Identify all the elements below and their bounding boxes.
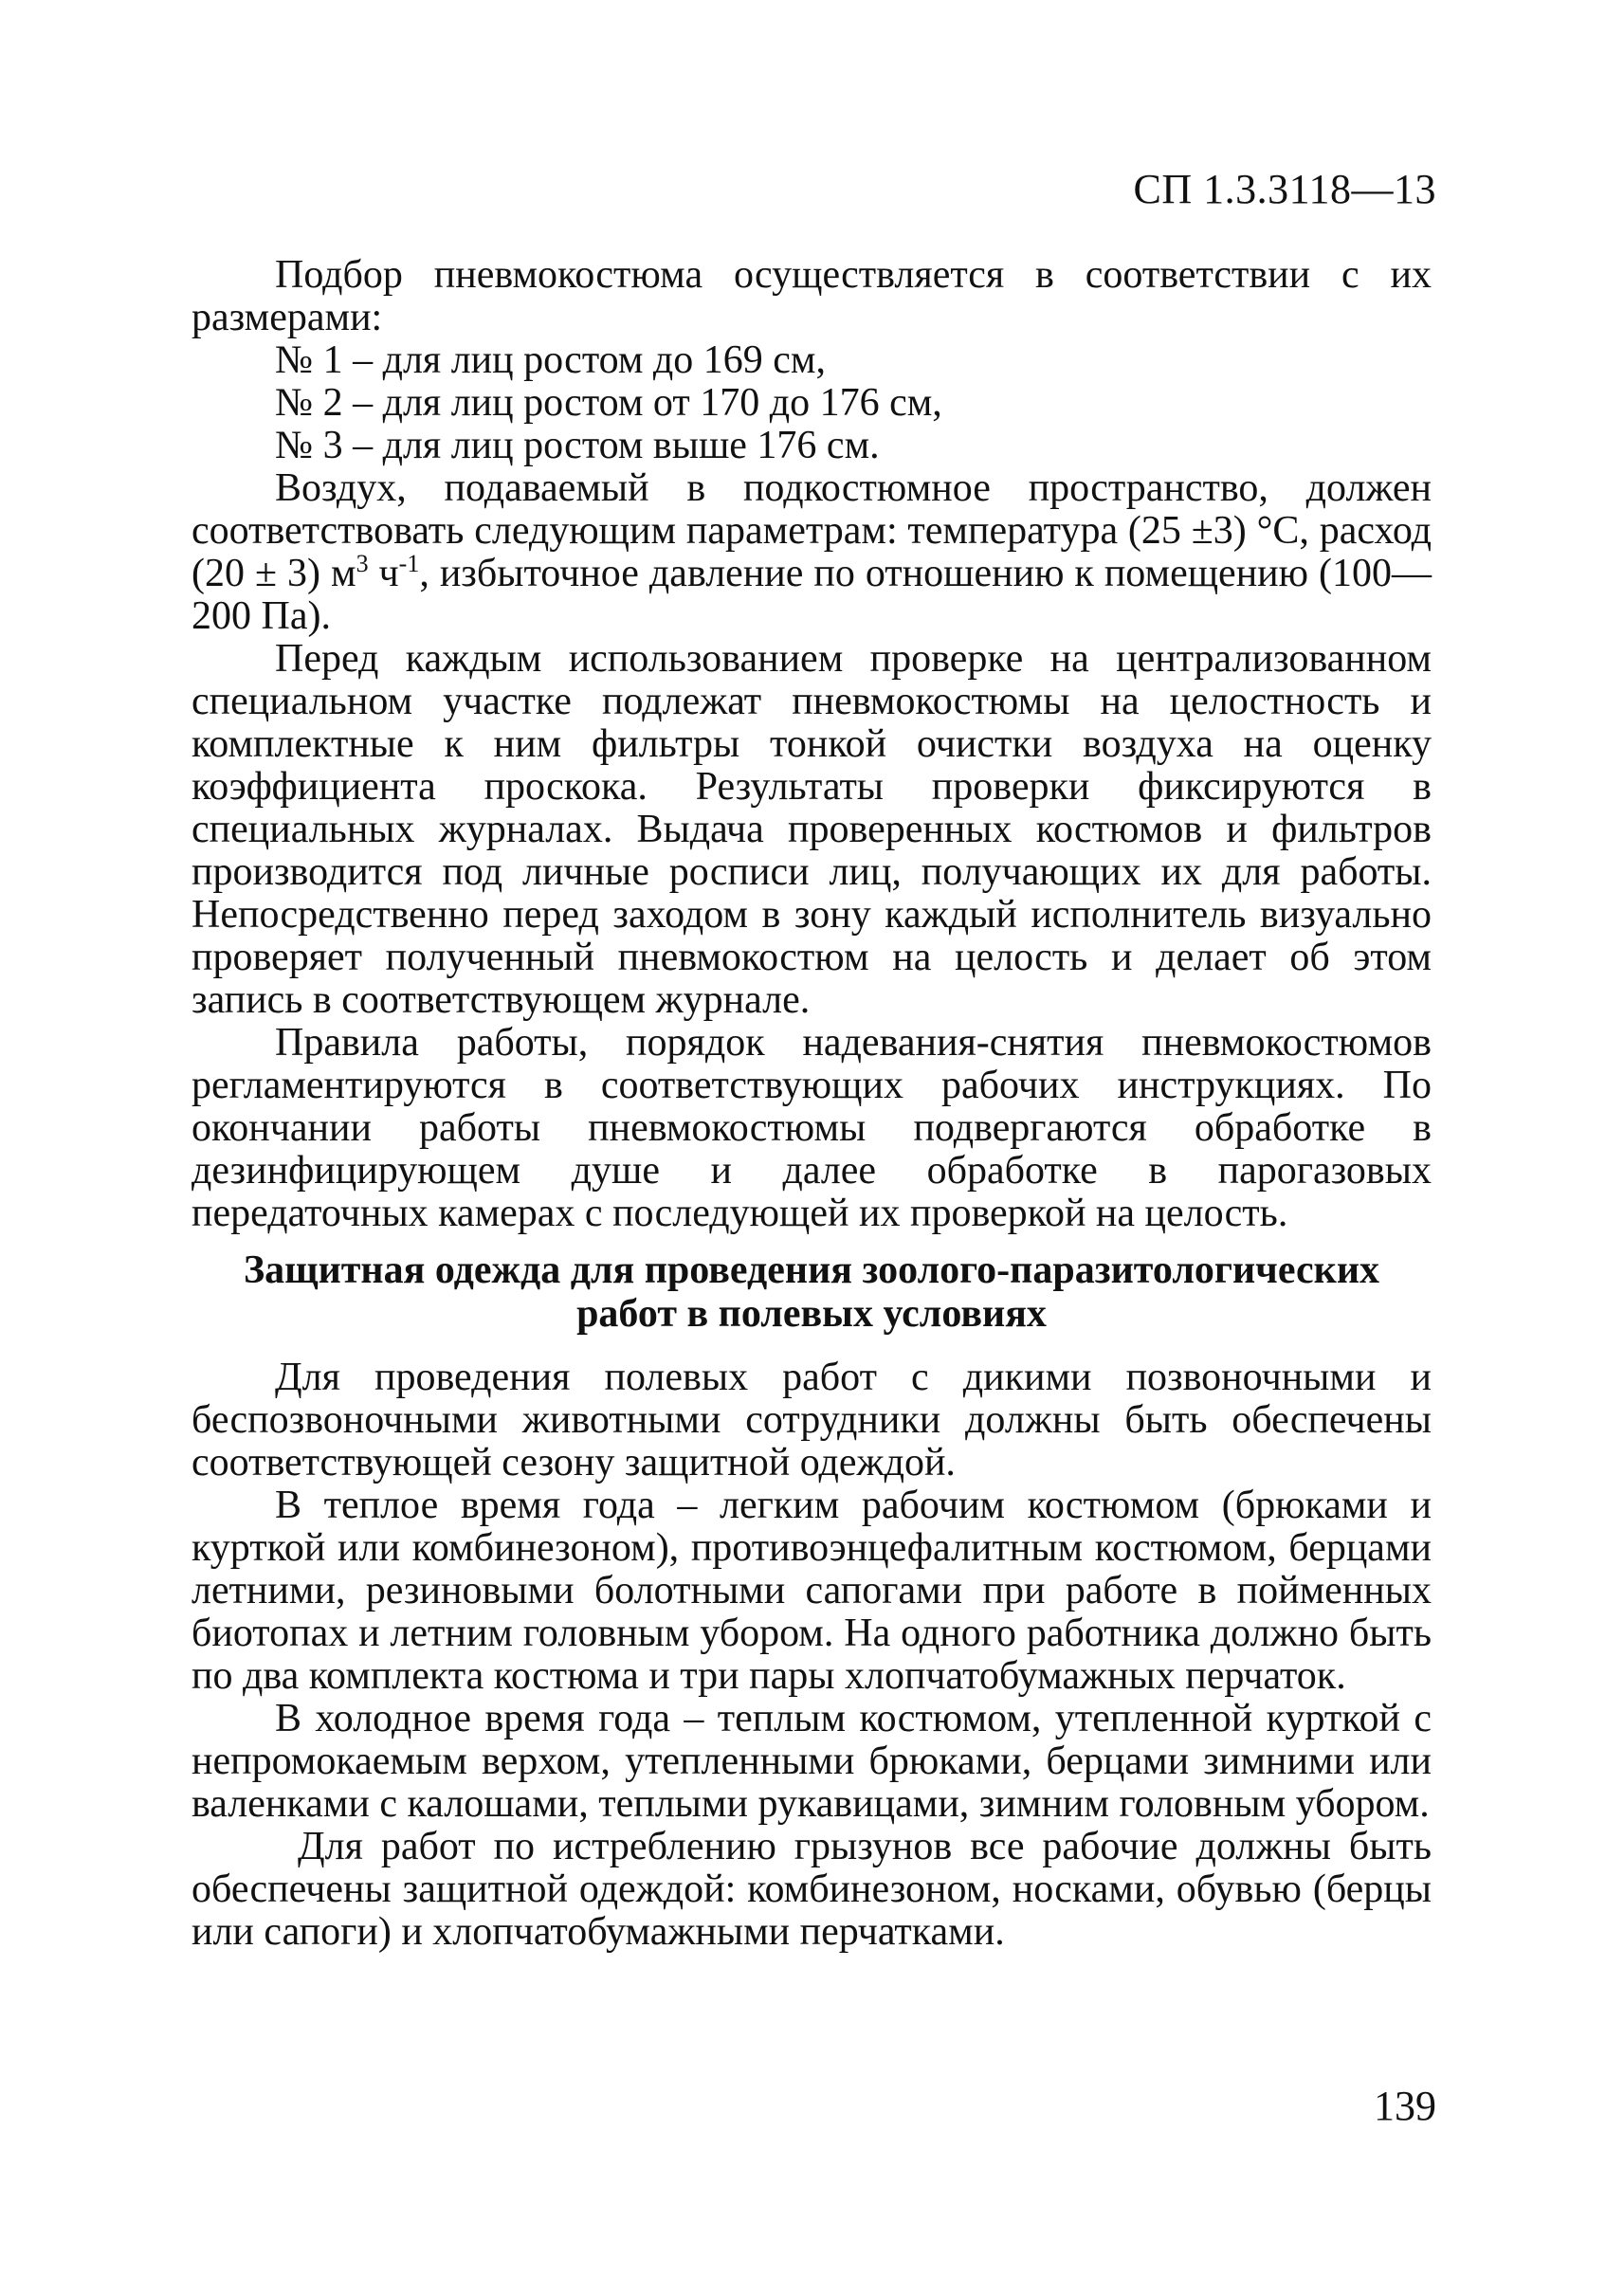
paragraph-inspection: Перед каждым использованием проверке на централизованном специальном участке подлежат пневмокостюмы на целостность и комплектные к ним фильтры тонкой очистки воздуха на оценку коэффициента проскока. Результаты проверки фиксируются в специальных журналах. Выдача проверенных костюмов и фильтров производится под личные росписи лиц, получающих их для работы. Непосредственно перед заходом в зону каждый исполнитель визуально проверяет полученный пневмокостюм на целость и делает об этом запись в соответствующем журнале.	[192, 637, 1432, 1022]
air-superscript-cubic: 3	[356, 550, 369, 577]
air-text-part-1: Воздух, подаваемый в подкостюмное пространство, должен соответствовать следующим параметрам: температура (25 ±3) °С, расход (20 ± 3) м	[192, 466, 1432, 595]
list-item-size-2: № 2 – для лиц ростом от 170 до 176 см,	[275, 381, 942, 425]
paragraph-work-rules: Правила работы, порядок надевания-снятия пневмокостюмов регламентируются в соответствующих рабочих инструкциях. По окончании работы пневмокостюмы подвергаются обработке в дезинфицирующем душе и далее обработке в парогазовых передаточных камерах с последующей их проверкой на целость.	[192, 1021, 1432, 1235]
list-item-size-3: № 3 – для лиц ростом выше 176 см.	[275, 424, 880, 467]
document-body	[192, 254, 1432, 1954]
section-heading-line-1: Защитная одежда для проведения зоолого-паразитологических	[243, 1248, 1380, 1292]
air-text-part-2: ч	[368, 552, 399, 595]
section-heading-line-2: работ в полевых условиях	[576, 1292, 1047, 1336]
paragraph-cold-season: В холодное время года – теплым костюмом, утепленной курткой с непромокаемым верхом, утепленными брюками, берцами зимними или валенками с калошами, теплыми рукавицами, зимним головным убором.	[192, 1697, 1432, 1826]
paragraph-suit-selection: Подбор пневмокостюма осуществляется в соответствии с их размерами:	[192, 253, 1432, 339]
paragraph-air-parameters	[192, 467, 1432, 638]
paragraph-field-work: Для проведения полевых работ с дикими позвоночными и беспозвоночными животными сотрудники должны быть обеспечены соответствующей сезону защитной одеждой.	[192, 1356, 1432, 1484]
list-item-size-1: № 1 – для лиц ростом до 169 см,	[275, 338, 826, 382]
page-number: 139	[1374, 2083, 1436, 2129]
air-superscript-inverse: -1	[398, 550, 420, 577]
paragraph-warm-season: В теплое время года – легким рабочим костюмом (брюками и курткой или комбинезоном), противоэнцефалитным костюмом, берцами летними, резиновыми болотными сапогами при работе в пойменных биотопах и летним головным убором. На одного работника должно быть по два комплекта костюма и три пары хлопчатобумажных перчаток.	[192, 1484, 1432, 1698]
section-heading	[192, 1248, 1432, 1336]
air-text-part-3: , избыточное давление по отношению к помещению (100—200 Па).	[192, 552, 1432, 638]
document-code: СП 1.3.3118—13	[1133, 166, 1436, 212]
paragraph-rodent-control: Для работ по истреблению грызунов все рабочие должны быть обеспечены защитной одеждой: комбинезоном, носками, обувью (берцы или сапоги) и хлопчатобумажными перчатками.	[192, 1825, 1432, 1954]
